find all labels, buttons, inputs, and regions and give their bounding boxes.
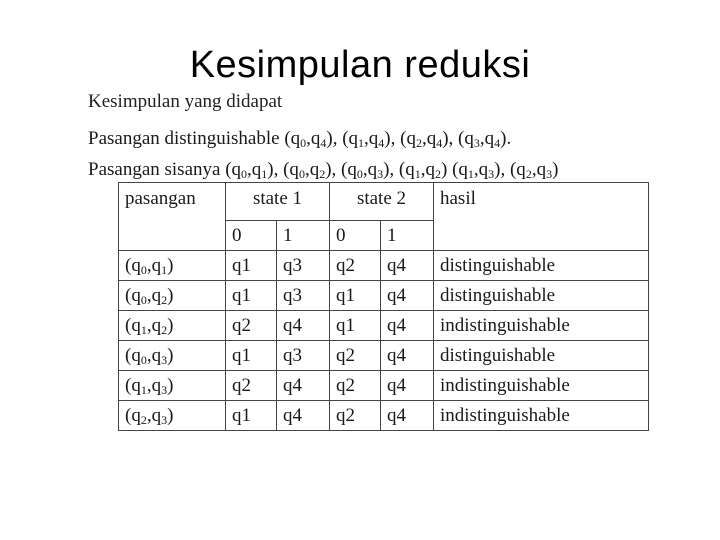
header-hasil: hasil bbox=[434, 183, 649, 251]
subheader-cell: 1 bbox=[277, 221, 330, 251]
distinguishable-pair: $(q_3,q_4)$ bbox=[458, 128, 507, 150]
state-cell: q4 bbox=[381, 281, 434, 311]
remaining-label: Pasangan sisanya bbox=[88, 159, 221, 180]
state-cell: q4 bbox=[381, 251, 434, 281]
pair-cell bbox=[119, 311, 226, 341]
pair-cell bbox=[119, 371, 226, 401]
distinguishable-pair: $(q_0,q_4)$ bbox=[284, 128, 333, 150]
distinguishable-pair: $(q_1,q_4)$ bbox=[342, 128, 391, 150]
cut-off-text-line bbox=[88, 91, 288, 112]
pair-label: $(q_1,q_2)$ bbox=[125, 314, 174, 337]
header-state-1: state 1 bbox=[226, 183, 330, 221]
remaining-pair: $(q_1,q_3)$ bbox=[452, 159, 501, 181]
subheader-cell: 0 bbox=[226, 221, 277, 251]
state-cell: q1 bbox=[226, 401, 277, 431]
pair-cell bbox=[119, 401, 226, 431]
state-cell: q2 bbox=[330, 251, 381, 281]
pair-cell bbox=[119, 281, 226, 311]
remaining-pair: $(q_1,q_2)$ bbox=[398, 159, 448, 181]
result-cell: indistinguishable bbox=[434, 371, 649, 401]
result-cell: distinguishable bbox=[434, 341, 649, 371]
state-cell: q1 bbox=[226, 251, 277, 281]
result-cell: indistinguishable bbox=[434, 311, 649, 341]
remaining-pair: $(q_0,q_3)$ bbox=[341, 159, 390, 181]
table-row bbox=[119, 401, 649, 431]
distinguishable-label: Pasangan distinguishable bbox=[88, 128, 280, 149]
distinguishable-pairs-line bbox=[88, 128, 511, 151]
state-cell: q1 bbox=[226, 281, 277, 311]
remaining-pairs-line bbox=[88, 159, 558, 182]
state-cell: q4 bbox=[381, 311, 434, 341]
table-row bbox=[119, 251, 649, 281]
state-cell: q1 bbox=[226, 341, 277, 371]
pair-label: $(q_0,q_3)$ bbox=[125, 344, 174, 367]
state-cell: q1 bbox=[330, 281, 381, 311]
result-cell: distinguishable bbox=[434, 281, 649, 311]
pair-label: $(q_0,q_2)$ bbox=[125, 284, 174, 307]
state-cell: q4 bbox=[277, 401, 330, 431]
subheader-cell: 1 bbox=[381, 221, 434, 251]
remaining-pair: $(q_0,q_1)$ bbox=[225, 159, 274, 181]
table-row bbox=[119, 311, 649, 341]
header-state-2: state 2 bbox=[330, 183, 434, 221]
pair-label: $(q_2,q_3)$ bbox=[125, 404, 174, 427]
remaining-pairs: $(q_0,q_1)$, $(q_0,q_2)$, $(q_0,q_3)$, $(q_1,q_2)$ $(q_1,q_3)$, $(q_2,q_3)$ bbox=[225, 159, 559, 181]
table-row bbox=[119, 281, 649, 311]
state-cell: q2 bbox=[330, 371, 381, 401]
state-cell: q2 bbox=[226, 371, 277, 401]
table-row bbox=[119, 341, 649, 371]
distinguishable-pair: $(q_2,q_4)$ bbox=[400, 128, 449, 150]
subheader-cell: 0 bbox=[330, 221, 381, 251]
result-cell: distinguishable bbox=[434, 251, 649, 281]
state-cell: q2 bbox=[330, 401, 381, 431]
state-cell: q4 bbox=[381, 341, 434, 371]
reduction-table bbox=[118, 182, 649, 431]
pair-cell bbox=[119, 341, 226, 371]
table-header-row bbox=[119, 183, 649, 221]
cut-off-text: Kesimpulan yang didapat bbox=[88, 91, 283, 112]
pair-cell bbox=[119, 251, 226, 281]
state-cell: q2 bbox=[226, 311, 277, 341]
state-cell: q2 bbox=[330, 341, 381, 371]
state-cell: q4 bbox=[277, 311, 330, 341]
header-pasangan: pasangan bbox=[119, 183, 226, 251]
distinguishable-pairs: $(q_0,q_4)$, $(q_1,q_4)$, $(q_2,q_4)$, $(q_3,q_4)$. bbox=[284, 128, 512, 150]
result-cell: indistinguishable bbox=[434, 401, 649, 431]
state-cell: q1 bbox=[330, 311, 381, 341]
pair-label: $(q_1,q_3)$ bbox=[125, 374, 174, 397]
state-cell: q3 bbox=[277, 281, 330, 311]
state-cell: q3 bbox=[277, 341, 330, 371]
remaining-pair: $(q_0,q_2)$ bbox=[283, 159, 332, 181]
state-cell: q4 bbox=[381, 371, 434, 401]
state-cell: q4 bbox=[381, 401, 434, 431]
state-cell: q3 bbox=[277, 251, 330, 281]
pair-label: $(q_0,q_1)$ bbox=[125, 254, 174, 277]
slide-title: Kesimpulan reduksi bbox=[189, 44, 531, 86]
table-row bbox=[119, 371, 649, 401]
remaining-pair: $(q_2,q_3)$ bbox=[509, 159, 559, 181]
state-cell: q4 bbox=[277, 371, 330, 401]
